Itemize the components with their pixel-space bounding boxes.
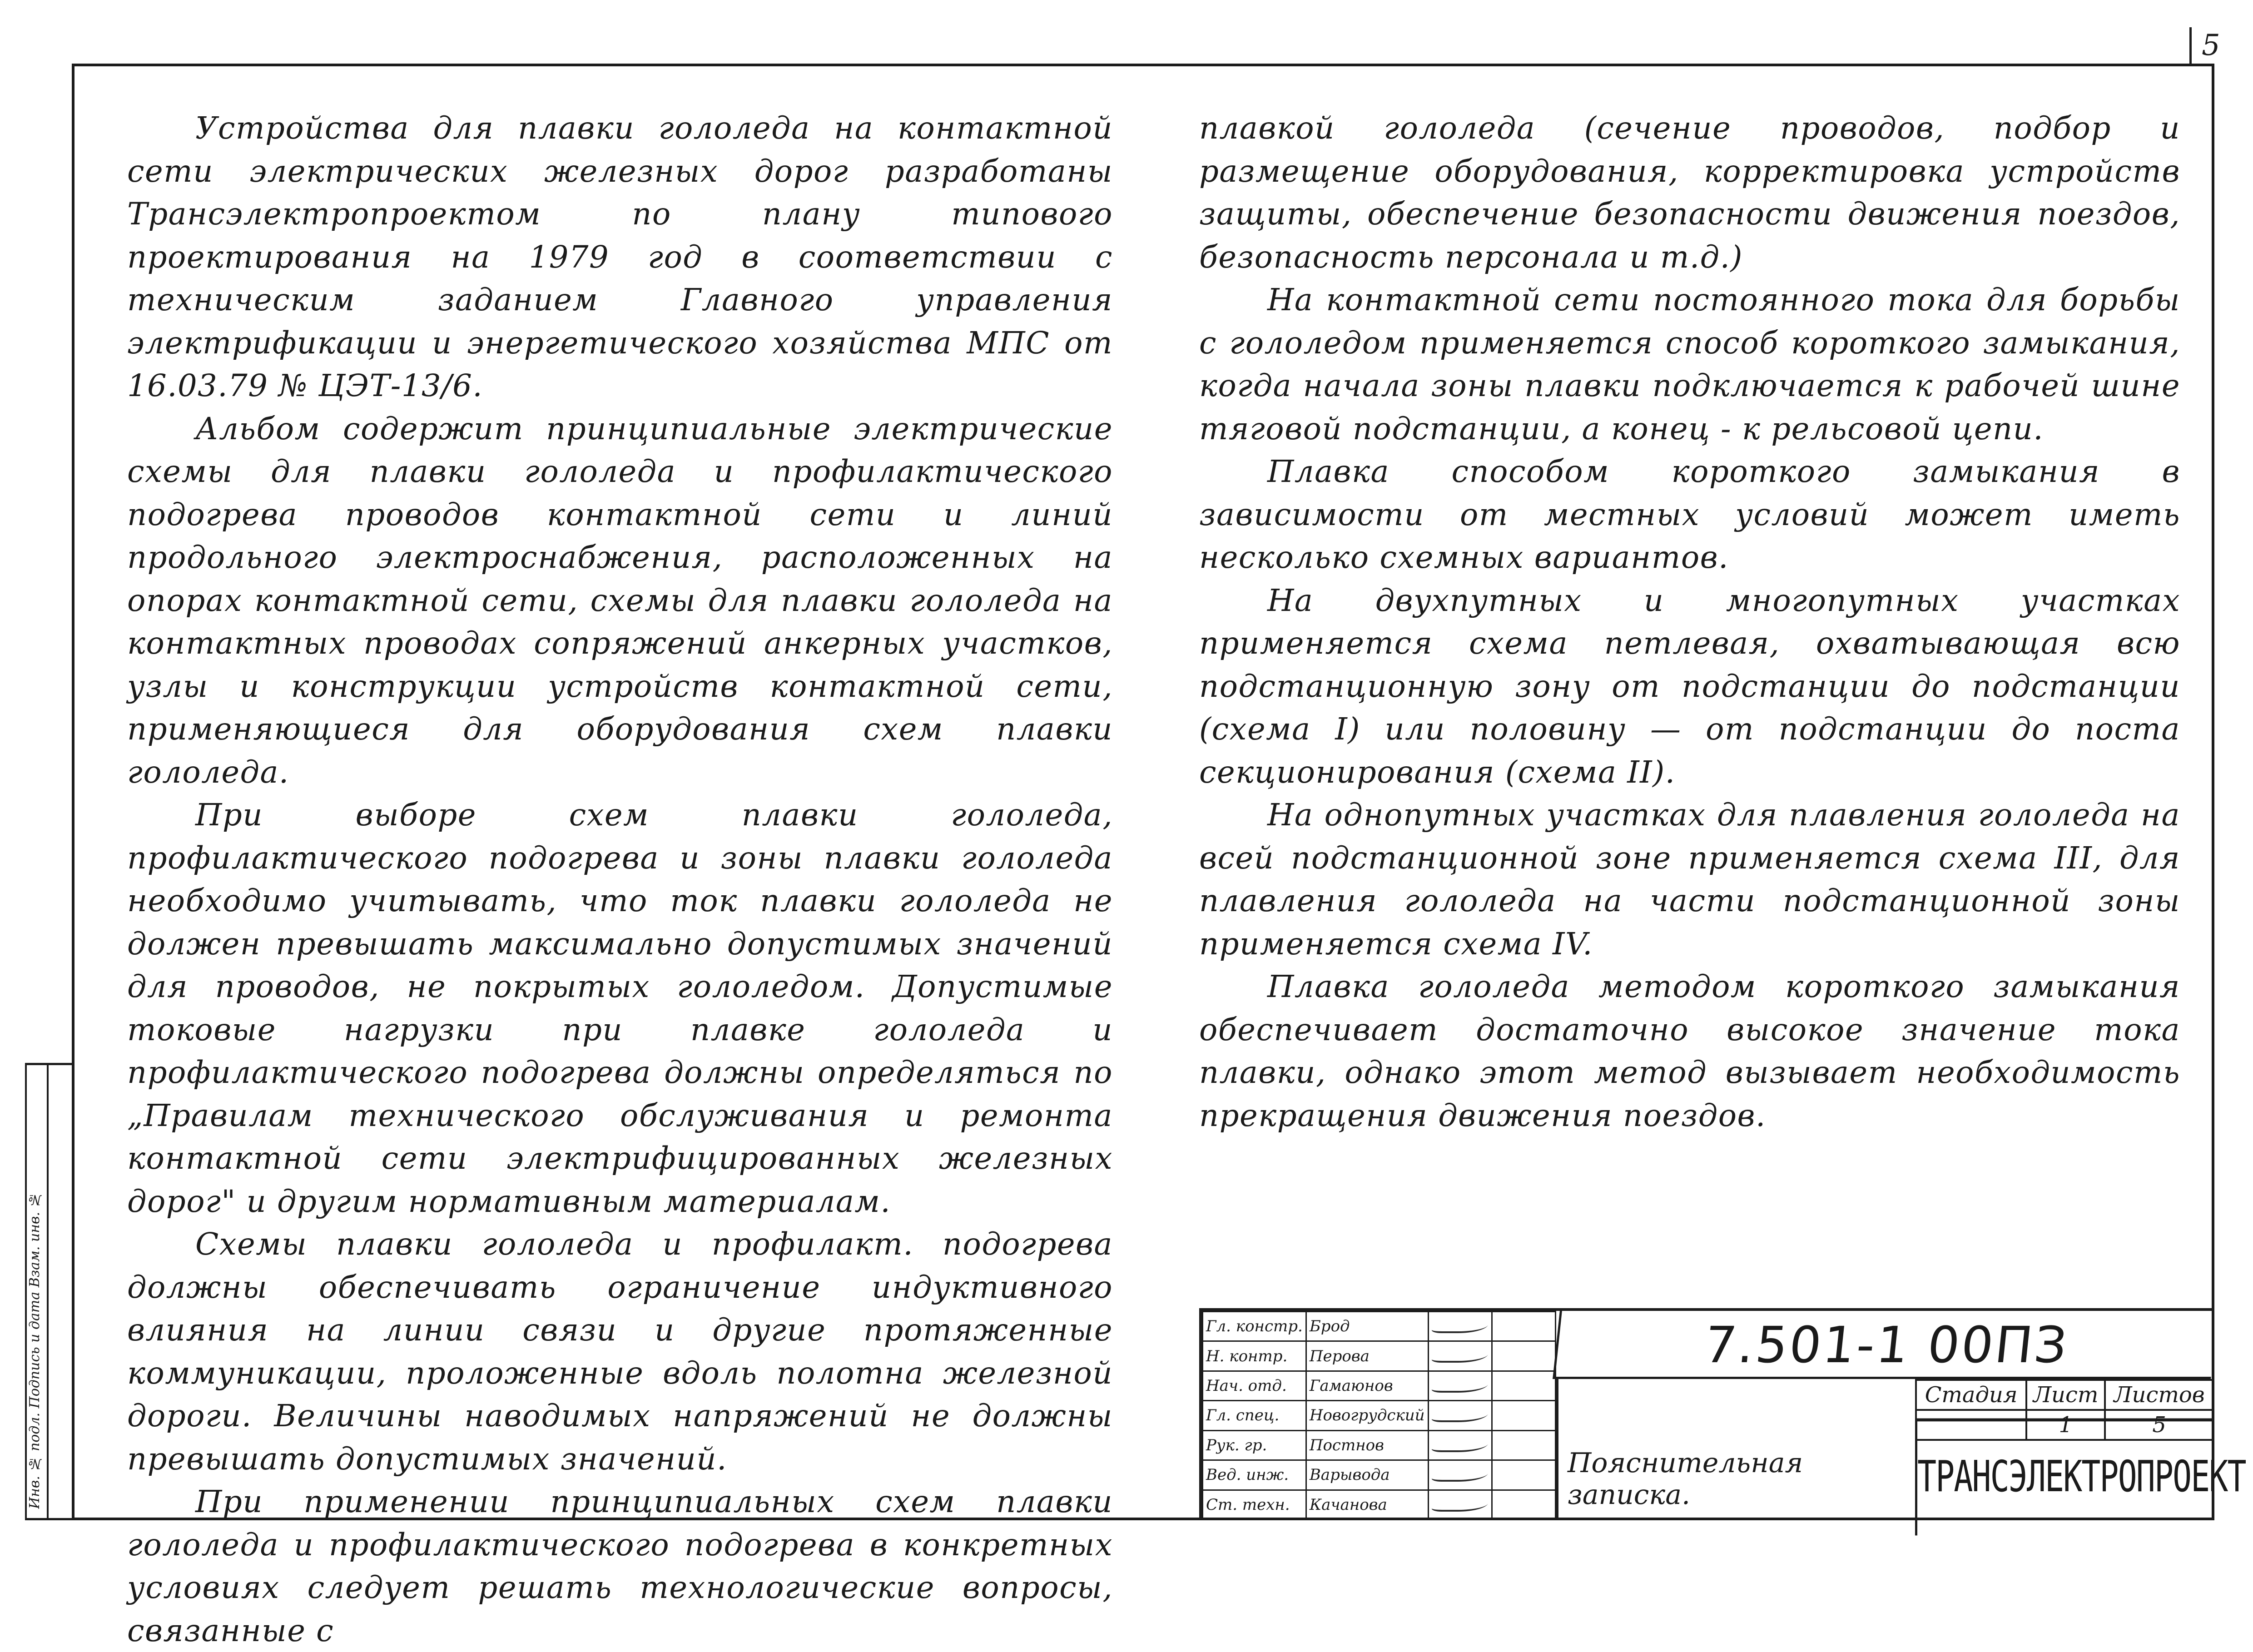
signature-date (1492, 1401, 1555, 1430)
paragraph: Плавка гололеда методом короткого замыкания обеспечивает достаточно высокое значение тока плавки, однако этот метод вызывает необходимость прекращения движения поездов. (1199, 969, 2180, 1133)
signature-row (1203, 1371, 1556, 1400)
signature-role: Н. контр. (1203, 1341, 1306, 1371)
signature-role: Гл. констр. (1203, 1312, 1306, 1341)
signature-row (1203, 1490, 1556, 1519)
sheet-header: Лист (2026, 1380, 2105, 1410)
sheets-header: Листов (2105, 1380, 2213, 1410)
paragraph: При выборе схем плавки гололеда, профилактического подогрева и зоны плавки гололеда необходимо учитывать, что ток плавки гололеда не должен превышать максимально допустимых значений для проводов, не покрытых гололедом. Допустимые токовые нагрузки при плавке гололеда и профилактического подогрева должны определяться по „Правилам технического обслуживания и ремонта контактной сети электрифицированных железных дорог" и другим нормативным материалам. (127, 797, 1113, 1219)
stage-header: Стадия (1916, 1380, 2026, 1410)
paragraph: На однопутных участках для плавления гололеда на всей подстанционной зоне применяется схема III, для плавления гололеда на части подстанционной зоны применяется схема IV. (1199, 797, 2180, 962)
signature-mark (1428, 1460, 1492, 1490)
margin-divider (47, 1065, 49, 1518)
paragraph: Альбом содержит принципиальные электрические схемы для плавки гололеда и профилактического подогрева проводов контактной сети и линий продольного электроснабжения, расположенных на опорах контактной сети, схемы для плавки гололеда на контактных проводах сопряжений анкерных участков, узлы и конструкции устройств контактной сети, применяющиеся для оборудования схем плавки гололеда. (127, 411, 1113, 790)
signature-date (1492, 1460, 1555, 1490)
paragraph: плавкой гололеда (сечение проводов, подбор и размещение оборудования, корректировка устройств защиты, обеспечение безопасности движения поездов, безопасность персонала и т.д.) (1199, 110, 2180, 275)
signature-row (1203, 1312, 1556, 1341)
signature-name: Варывода (1306, 1460, 1428, 1490)
paragraph: Плавка способом короткого замыкания в зависимости от местных условий может иметь несколько схемных вариантов. (1199, 454, 2180, 575)
signature-row (1203, 1430, 1556, 1460)
paragraph: При применении принципиальных схем плавки гололеда и профилактического подогрева в конкретных условиях следует решать технологические вопросы, связанные с (127, 1484, 1113, 1648)
signature-role: Гл. спец. (1203, 1401, 1306, 1430)
margin-stamp-text: Инв. № подл. Подпись и дата Взам. инв. № (27, 1191, 43, 1509)
right-text-column (1199, 107, 2180, 1137)
signature-role: Вед. инж. (1203, 1460, 1306, 1490)
signature-mark (1428, 1490, 1492, 1519)
left-text-column (127, 107, 1113, 1652)
document-code: 7.501-1 00ПЗ (1553, 1311, 2218, 1379)
signature-role: Рук. гр. (1203, 1430, 1306, 1460)
signature-mark (1428, 1401, 1492, 1430)
signature-mark (1428, 1341, 1492, 1371)
sheets-value: 5 (2105, 1410, 2213, 1440)
signature-name: Качанова (1306, 1490, 1428, 1519)
signature-name: Перова (1306, 1341, 1428, 1371)
paragraph: На контактной сети постоянного тока для борьбы с гололедом применяется способ короткого замыкания, когда начала зоны плавки подключается к рабочей шине тяговой подстанции, а конец - к рельсовой цепи. (1199, 282, 2180, 446)
title-block (1199, 1308, 2246, 1520)
signature-row (1203, 1341, 1556, 1371)
paragraph: Устройства для плавки гололеда на контактной сети электрических железных дорог разработаны Трансэлектропроектом по плану типового проектирования на 1979 год в соответствии с техническим заданием Главного управления электрификации и энергетического хозяйства МПС от 16.03.79 № ЦЭТ-13/6. (127, 110, 1113, 403)
signature-name: Новогрудский (1306, 1401, 1428, 1430)
paragraph: Схемы плавки гололеда и профилакт. подогрева должны обеспечивать ограничение индуктивного влияния на линии связи и другие протяженные коммуникации, проложенные вдоль полотна железной дороги. Величины наводимых напряжений не должны превышать допустимых значений. (127, 1226, 1113, 1477)
signature-name: Постнов (1306, 1430, 1428, 1460)
signature-date (1492, 1312, 1555, 1341)
sheet-value: 1 (2026, 1410, 2105, 1440)
signature-mark (1428, 1371, 1492, 1400)
signature-row (1203, 1460, 1556, 1490)
page-number: 5 (2189, 27, 2217, 64)
signature-date (1492, 1430, 1555, 1460)
signature-role: Нач. отд. (1203, 1371, 1306, 1400)
paragraph: На двухпутных и многопутных участках применяется схема петлевая, охватывающая всю подстанционную зону от подстанции до подстанции (схема I) или половину — от подстанции до поста секционирования (схема II). (1199, 582, 2180, 790)
document-title: Пояснительная записка. (1556, 1379, 1915, 1520)
signature-table (1202, 1311, 1556, 1520)
signature-date (1492, 1490, 1555, 1519)
signature-row (1203, 1401, 1556, 1430)
signature-mark (1428, 1312, 1492, 1341)
signature-date (1492, 1371, 1555, 1400)
signature-name: Брод (1306, 1312, 1428, 1341)
signature-date (1492, 1341, 1555, 1371)
signature-name: Гамаюнов (1306, 1371, 1428, 1400)
organization-name: ТРАНСЭЛЕКТРОПРОЕКТ (1915, 1419, 2214, 1536)
signature-role: Ст. техн. (1203, 1490, 1306, 1519)
margin-stamp (25, 1063, 72, 1520)
signature-mark (1428, 1430, 1492, 1460)
